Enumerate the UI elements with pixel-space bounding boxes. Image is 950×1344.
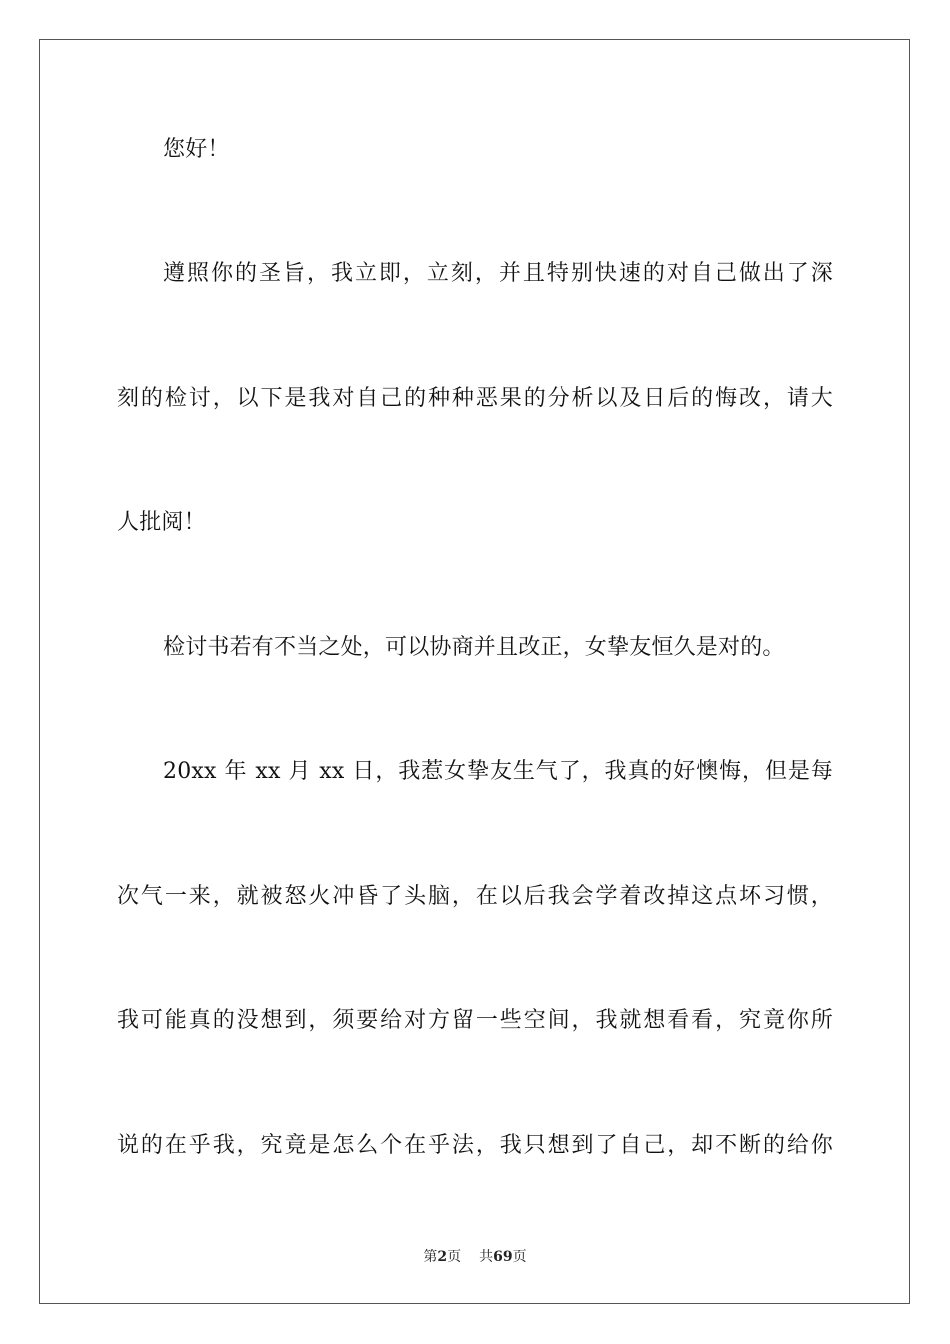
page-frame xyxy=(39,39,910,1304)
page-suffix: 页 xyxy=(447,1249,462,1265)
body-line: 刻的检讨，以下是我对自己的种种恶果的分析以及日后的悔改，请大 xyxy=(117,386,833,411)
greeting-line: 您好！ xyxy=(163,137,230,162)
total-suffix: 页 xyxy=(512,1249,527,1265)
total-prefix: 共 xyxy=(479,1249,494,1265)
body-line: 检讨书若有不当之处，可以协商并且改正，女挚友恒久是对的。 xyxy=(163,635,785,660)
body-line: 遵照你的圣旨，我立即，立刻，并且特别快速的对自己做出了深 xyxy=(163,261,833,286)
page-footer xyxy=(0,1248,950,1266)
body-line: 人批阅！ xyxy=(117,510,206,535)
total-pages: 69 xyxy=(493,1249,513,1265)
page-number: 2 xyxy=(437,1249,448,1265)
body-line: 我可能真的没想到，须要给对方留一些空间，我就想看看，究竟你所 xyxy=(117,1008,833,1033)
page-prefix: 第 xyxy=(423,1249,438,1265)
body-line: 次气一来，就被怒火冲昏了头脑，在以后我会学着改掉这点坏习惯， xyxy=(117,884,833,909)
body-line: 说的在乎我，究竟是怎么个在乎法，我只想到了自己，却不断的给你 xyxy=(117,1133,833,1158)
body-line: 20xx 年 xx 月 xx 日，我惹女挚友生气了，我真的好懊悔，但是每 xyxy=(163,759,833,784)
